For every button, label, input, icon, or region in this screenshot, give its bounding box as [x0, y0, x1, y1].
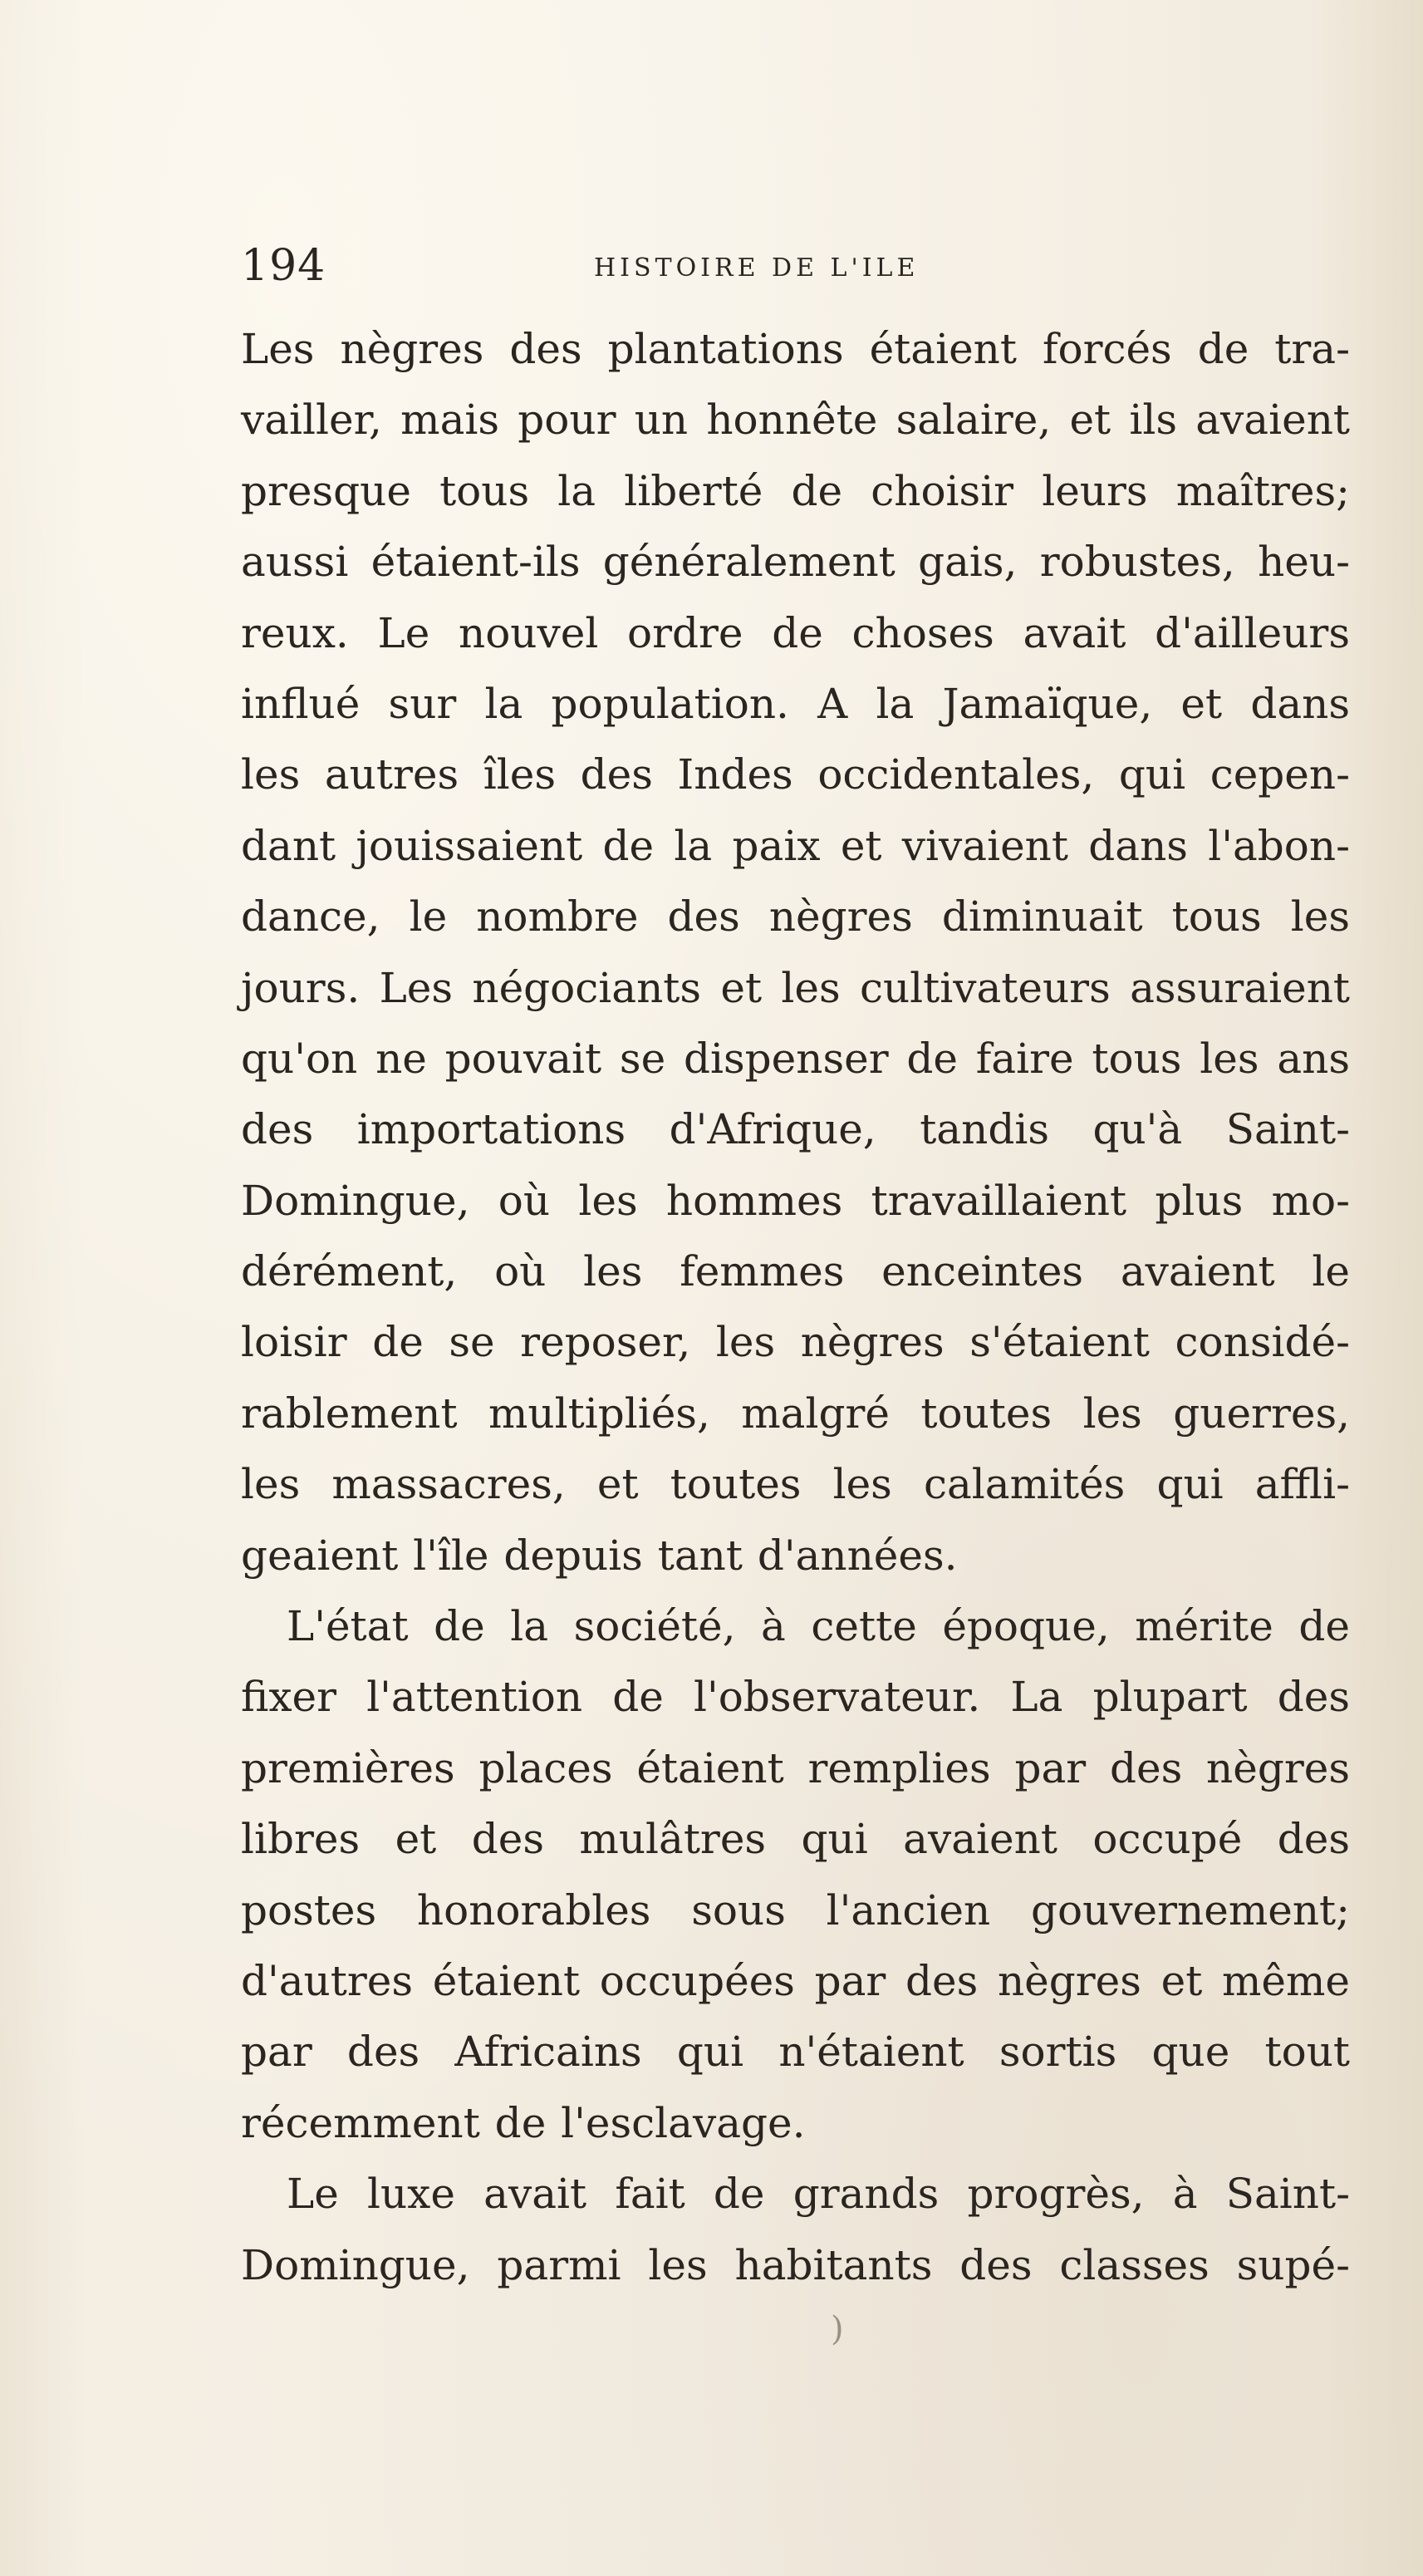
- text-line: d'autres étaient occupées par des nègres et même: [241, 1956, 1350, 2005]
- text-line: rablement multipliés, malgré toutes les guerres,: [241, 1389, 1350, 1438]
- page-number: 194: [241, 241, 326, 291]
- text-line: Le luxe avait fait de grands progrès, à Saint-: [287, 2170, 1350, 2219]
- text-line: aussi étaient-ils généralement gais, robustes, heu-: [241, 538, 1350, 587]
- running-head: HISTOIRE DE L'ILE: [594, 253, 920, 283]
- text-line: reux. Le nouvel ordre de choses avait d'ailleurs: [241, 608, 1350, 657]
- body-text: [241, 314, 1350, 2301]
- text-line: Les nègres des plantations étaient forcés de tra-: [241, 325, 1350, 373]
- text-line: récemment de l'esclavage.: [241, 2098, 806, 2147]
- text-line: Domingue, parmi les habitants des classes supé-: [241, 2240, 1350, 2289]
- text-line: qu'on ne pouvait se dispenser de faire tous les ans: [241, 1034, 1350, 1083]
- text-line: geaient l'île depuis tant d'années.: [241, 1531, 958, 1580]
- page-header: [241, 237, 1362, 295]
- text-line: des importations d'Afrique, tandis qu'à Saint-: [241, 1105, 1350, 1154]
- text-line: premières places étaient remplies par des nègres: [241, 1743, 1350, 1792]
- text-line: postes honorables sous l'ancien gouvernement;: [241, 1885, 1350, 1934]
- stray-mark: ): [831, 2310, 844, 2348]
- text-line: jours. Les négociants et les cultivateurs assuraient: [241, 963, 1350, 1012]
- text-line: loisir de se reposer, les nègres s'étaient considé-: [241, 1318, 1350, 1367]
- text-line: dérément, où les femmes enceintes avaient le: [241, 1247, 1350, 1296]
- text-line: L'état de la société, à cette époque, mérite de: [287, 1602, 1350, 1651]
- text-line: par des Africains qui n'étaient sortis que tout: [241, 2028, 1350, 2077]
- text-line: les massacres, et toutes les calamités qui affli-: [241, 1460, 1350, 1509]
- text-line: Domingue, où les hommes travaillaient plus mo-: [241, 1176, 1350, 1225]
- text-line: dant jouissaient de la paix et vivaient dans l'abon-: [241, 821, 1350, 870]
- text-line: vailler, mais pour un honnête salaire, et ils avaient: [241, 396, 1350, 445]
- text-line: les autres îles des Indes occidentales, qui cepen-: [241, 750, 1350, 799]
- text-line: dance, le nombre des nègres diminuait tous les: [241, 892, 1350, 941]
- text-line: fixer l'attention de l'observateur. La plupart des: [241, 1673, 1350, 1722]
- text-line: presque tous la liberté de choisir leurs maîtres;: [241, 466, 1350, 515]
- text-line: libres et des mulâtres qui avaient occupé des: [241, 1815, 1350, 1864]
- text-line: influé sur la population. A la Jamaïque, et dans: [241, 679, 1350, 728]
